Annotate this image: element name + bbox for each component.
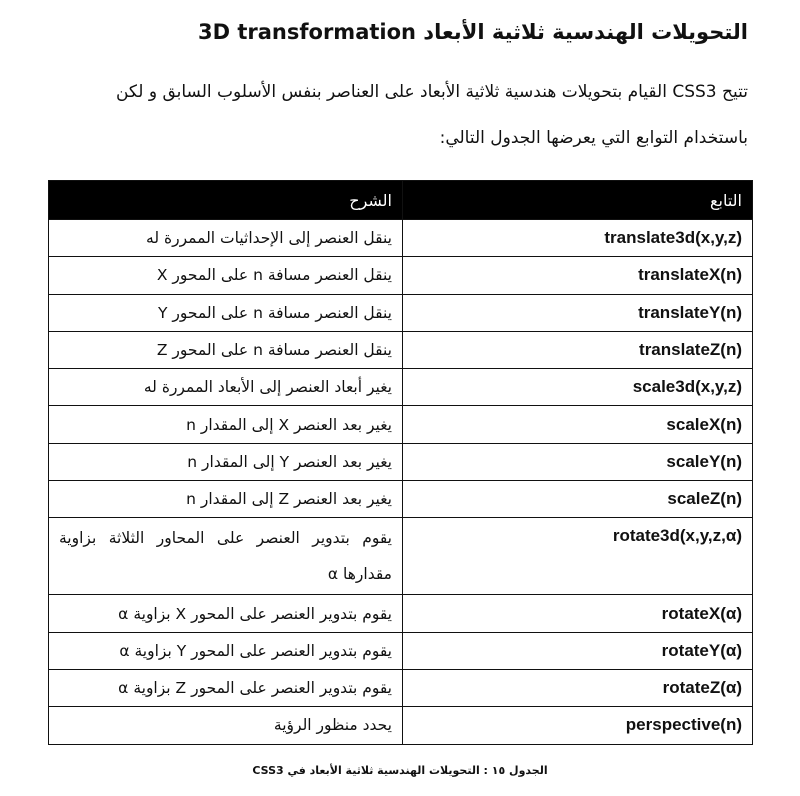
description-cell: يغير بعد العنصر X إلى المقدار n (49, 406, 403, 443)
function-cell: rotateZ(α) (403, 669, 753, 706)
function-cell: scale3d(x,y,z) (403, 369, 753, 406)
intro-line-2: باستخدام التوابع التي يعرضها الجدول التالي: (439, 128, 748, 148)
description-cell: يقوم بتدوير العنصر على المحور X بزاوية α (49, 595, 403, 632)
description-cell: يقوم بتدوير العنصر على المحور Z بزاوية α (49, 669, 403, 706)
description-cell: يغير أبعاد العنصر إلى الأبعاد الممررة له (49, 369, 403, 406)
description-cell: ينقل العنصر مسافة n على المحور Z (49, 331, 403, 368)
function-cell: scaleY(n) (403, 443, 753, 480)
table-row (49, 443, 753, 480)
table-row (49, 331, 753, 368)
table-caption: الجدول ١٥ : التحويلات الهندسية ثلاثية الأبعاد في CSS3 (252, 764, 548, 777)
description-cell: يحدد منظور الرؤية (49, 707, 403, 744)
function-cell: translateZ(n) (403, 331, 753, 368)
function-cell: translate3d(x,y,z) (403, 220, 753, 257)
function-cell: scaleZ(n) (403, 481, 753, 518)
description-cell: يقوم بتدوير العنصر على المحاور الثلاثة بزاوية مقدارها α (49, 518, 403, 595)
table-row (49, 595, 753, 632)
function-cell: perspective(n) (403, 707, 753, 744)
table-row (49, 632, 753, 669)
function-cell: rotateY(α) (403, 632, 753, 669)
description-cell: ينقل العنصر إلى الإحداثيات الممررة له (49, 220, 403, 257)
table-row (49, 406, 753, 443)
table-row (49, 707, 753, 744)
description-cell: ينقل العنصر مسافة n على المحور Y (49, 294, 403, 331)
description-cell: يقوم بتدوير العنصر على المحور Y بزاوية α (49, 632, 403, 669)
function-cell: scaleX(n) (403, 406, 753, 443)
intro-line-1: تتيح CSS3 القيام بتحويلات هندسية ثلاثية الأبعاد على العناصر بنفس الأسلوب السابق و لكن (115, 82, 748, 102)
function-cell: rotateX(α) (403, 595, 753, 632)
table-row (49, 294, 753, 331)
table-row (49, 257, 753, 294)
description-cell: يغير بعد العنصر Y إلى المقدار n (49, 443, 403, 480)
table-row (49, 518, 753, 595)
table-row (49, 669, 753, 706)
header-description: الشرح (49, 181, 403, 220)
function-cell: translateY(n) (403, 294, 753, 331)
description-cell: ينقل العنصر مسافة n على المحور X (49, 257, 403, 294)
table-row (49, 369, 753, 406)
function-cell: translateX(n) (403, 257, 753, 294)
table-row (49, 481, 753, 518)
transform-functions-table (48, 180, 753, 745)
section-heading: التحويلات الهندسية ثلاثية الأبعاد 3D transformation (198, 20, 748, 44)
description-cell: يغير بعد العنصر Z إلى المقدار n (49, 481, 403, 518)
function-cell: rotate3d(x,y,z,α) (403, 518, 753, 595)
table-header-row (49, 181, 753, 220)
header-function: التابع (403, 181, 753, 220)
table-row (49, 220, 753, 257)
